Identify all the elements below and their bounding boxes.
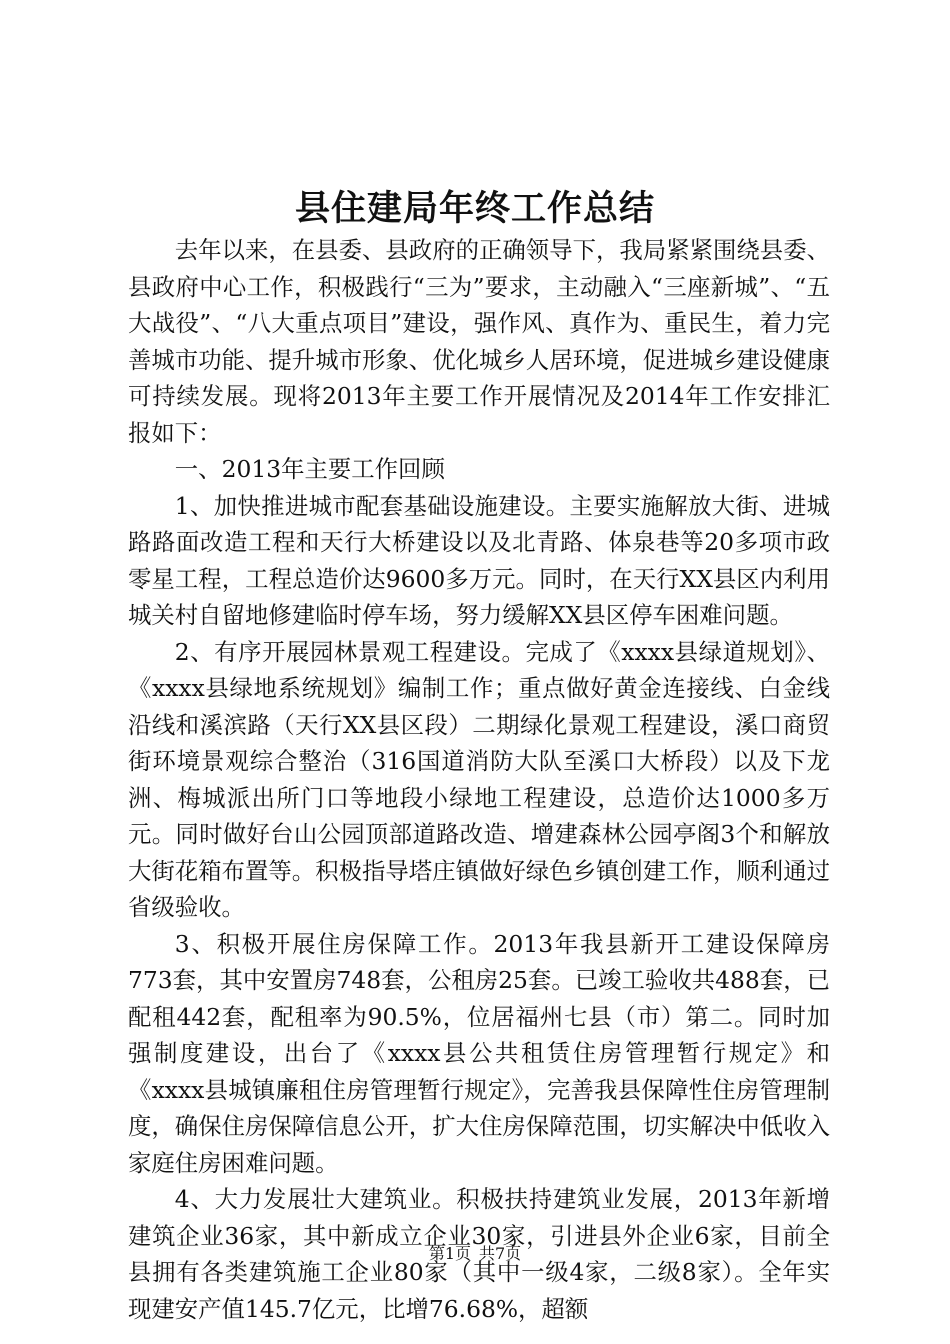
- page-current: 第1页: [428, 1244, 471, 1263]
- intro-paragraph: 去年以来，在县委、县政府的正确领导下，我局紧紧围绕县委、县政府中心工作，积极践行“三为”要求，主动融入“三座新城”、“五大战役”、“八大重点项目”建设，强作风、真作为、重民生，着力完善城市功能、提升城市形象、优化城乡人居环境，促进城乡建设健康可持续发展。现将2013年主要工作开展情况及2014年工作安排汇报如下：: [128, 236, 830, 447]
- page-total: 共7页: [479, 1244, 522, 1263]
- page-number-footer: [0, 1243, 950, 1265]
- paragraph-construction: 4、大力发展壮大建筑业。积极扶持建筑业发展，2013年新增建筑企业36家，其中新成立企业30家，引进县外企业6家，目前全县拥有各类建筑施工企业80家（其中一级4家，二级8家）。全年实现建安产值145.7亿元，比增76.68%，超额: [128, 1185, 830, 1323]
- paragraph-infrastructure: 1、加快推进城市配套基础设施建设。主要实施解放大街、进城路路面改造工程和天行大桥建设以及北青路、体泉巷等20多项市政零星工程，工程总造价达9600多万元。同时，在天行XX县区内利用城关村自留地修建临时停车场，努力缓解XX县区停车困难问题。: [128, 491, 830, 629]
- paragraph-housing: 3、积极开展住房保障工作。2013年我县新开工建设保障房773套，其中安置房748套，公租房25套。已竣工验收共488套，已配租442套，配租率为90.5%，位居福州七县（市）第二。同时加强制度建设，出台了《xxxx县公共租赁住房管理暂行规定》和《xxxx县城镇廉租住房管理暂行规定》，完善我县保障性住房管理制度，确保住房保障信息公开，扩大住房保障范围，切实解决中低收入家庭住房困难问题。: [128, 929, 830, 1177]
- document-title: 县住建局年终工作总结: [294, 189, 655, 229]
- section-heading: 一、2013年主要工作回顾: [174, 455, 445, 483]
- document-body: [128, 232, 830, 1327]
- paragraph-landscape: 2、有序开展园林景观工程建设。完成了《xxxx县绿道规划》、《xxxx县绿地系统规划》编制工作；重点做好黄金连接线、白金线沿线和溪滨路（天行XX县区段）二期绿化景观工程建设，溪口商贸街环境景观综合整治（316国道消防大队至溪口大桥段）以及下龙洲、梅城派出所门口等地段小绿地工程建设，总造价达1000多万元。同时做好台山公园顶部道路改造、增建森林公园亭阁3个和解放大街花箱布置等。积极指导塔庄镇做好绿色乡镇创建工作，顺利通过省级验收。: [128, 637, 830, 921]
